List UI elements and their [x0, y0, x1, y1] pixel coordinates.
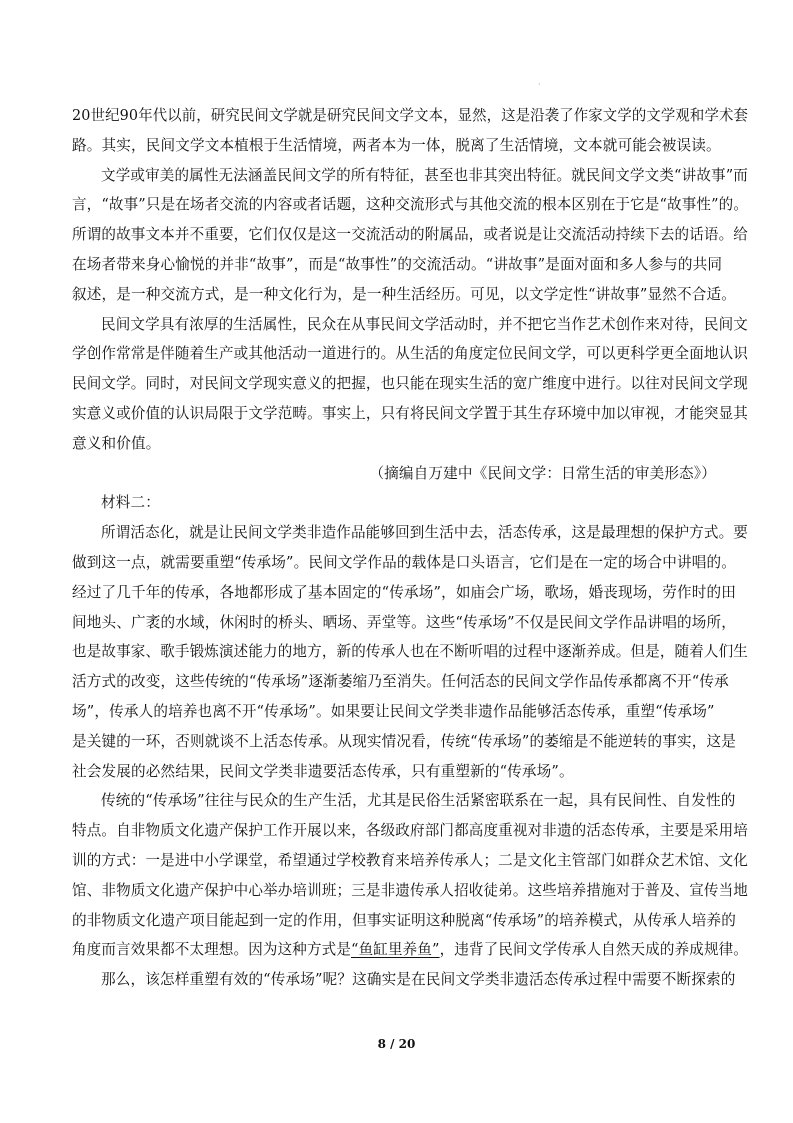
text-line: 的非物质文化遗产项目能起到一定的作用，但事实证明这种脱离“传承场”的培养模式，从传承人培养的: [72, 911, 736, 929]
text-line: 间地头、广袤的水域，休闲时的桥头、晒场、弄堂等。这些“传承场”不仅是民间文学作品讲唱的场所，: [72, 613, 736, 631]
text-line: 民间文学。同时，对民间文学现实意义的把握，也只能在现实生活的宽广维度中进行。以往对民间文学现: [72, 375, 748, 393]
text-line: 场”，传承人的培养也离不开“传承场”。如果要让民间文学类非遗作品能够活态传承，重塑“传承场”: [72, 702, 715, 720]
source-citation: （摘编自万建中《民间文学：日常生活的审美形态》）: [369, 464, 716, 482]
text-line: 训的方式：一是进中小学课堂，希望通过学校教育来培养传承人；二是文化主管部门如群众艺术馆、文化: [72, 851, 748, 869]
text-line: 馆、非物质文化遗产保护中心举办培训班；三是非遗传承人招收徒弟。这些培养措施对于普及、宣传当地: [72, 881, 748, 899]
text-line: 叙述，是一种交流方式，是一种文化行为，是一种生活经历。可见，以文学定性“讲故事”显然不合适。: [72, 285, 736, 303]
document-body: [72, 101, 748, 995]
text-line: 在场者带来身心愉悦的并非“故事”，而是“故事性”的交流活动。“讲故事”是面对面和多人参与的共同: [72, 255, 723, 273]
text-line: 也是故事家、歌手锻炼演述能力的地方，新的传承人也在不断听唱的过程中逐渐养成。但是，随着人们生: [72, 643, 748, 661]
underlined-phrase: “鱼缸里养鱼”: [351, 941, 440, 959]
text-line: 社会发展的必然结果，民间文学类非遗要活态传承，只有重塑新的“传承场”。: [72, 762, 574, 780]
text-line: 经过了几千年的传承，各地都形成了基本固定的“传承场”，如庙会广场，歌场，婚丧现场，劳作时的田: [72, 583, 736, 601]
text-line: 是关键的一环，否则就谈不上活态传承。从现实情况看，传统“传承场”的萎缩是不能逆转的事实，这是: [72, 732, 736, 750]
text-line: 活方式的改变，这些传统的“传承场”逐渐萎缩乃至消失。任何活态的民间文学作品传承都离不开“传承: [72, 673, 729, 691]
paragraph-start: 文学或审美的属性无法涵盖民间文学的所有特征，甚至也非其突出特征。就民间文学文类“讲故事”而: [101, 166, 748, 184]
text-line: 意义和价值。: [72, 434, 161, 452]
paragraph-start: 传统的“传承场”往往与民众的生产生活，尤其是民俗生活紧密联系在一起，具有民间性、自发性的: [101, 792, 736, 810]
paragraph-start: 民间文学具有浓厚的生活属性，民众在从事民间文学活动时，并不把它当作艺术创作来对待，民间文: [101, 315, 748, 333]
text-line: 学创作常常是伴随着生产或其他活动一道进行的。从生活的角度定位民间文学，可以更科学更全面地认识: [72, 345, 748, 363]
text-line-with-underline: [72, 935, 748, 965]
page-marker: ·: [538, 80, 541, 89]
text-line: 所谓的故事文本并不重要，它们仅仅是这一交流活动的附属品，或者说是让交流活动持续下去的话语。给: [72, 226, 748, 244]
text-line: 路。其实，民间文学文本植根于生活情境，两者本为一体，脱离了生活情境，文本就可能会被误读。: [72, 136, 721, 154]
text-line: 特点。自非物质文化遗产保护工作开展以来，各级政府部门都高度重视对非遗的活态传承，主要是采用培: [72, 822, 748, 840]
text-segment: ，违背了民间文学传承人自然天成的养成规律。: [439, 941, 748, 959]
section-heading: 材料二：: [101, 494, 160, 512]
text-line: 实意义或价值的认识局限于文学范畴。事实上，只有将民间文学置于其生存环境中加以审视，才能突显其: [72, 404, 748, 422]
paragraph-start: 那么，该怎样重塑有效的“传承场”呢？这确实是在民间文学类非遗活态传承过程中需要不断探索的: [101, 971, 736, 989]
text-segment: 角度而言效果都不太理想。因为这种方式是: [72, 941, 352, 959]
page-number: 8 / 20: [377, 1037, 416, 1051]
text-line: 做到这一点，就需要重塑“传承场”。民间文学作品的载体是口头语言，它们是在一定的场合中讲唱的。: [72, 553, 736, 571]
text-line: 言，“故事”只是在场者交流的内容或者话题，这种交流形式与其他交流的根本区别在于它是“故事性”的。: [72, 196, 748, 214]
text-line: 20世纪90年代以前，研究民间文学就是研究民间文学文本，显然，这是沿袭了作家文学的文学观和学术套: [72, 107, 748, 124]
paragraph-start: 所谓活态化，就是让民间文学类非造作品能够回到生活中去，活态传承，这是最理想的保护方式。要: [101, 524, 748, 542]
